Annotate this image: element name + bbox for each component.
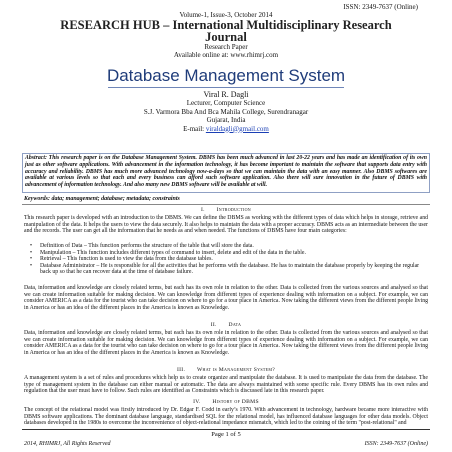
issn-footer: ISSN: 2349-7637 (Online) xyxy=(364,441,428,447)
available-online: Available online at: www.rhimrj.com xyxy=(173,51,279,59)
list-item: • Retrieval – This function is used to view the data from the database tables. xyxy=(28,256,428,263)
list-item: • Manipulation – This function includes different types of command to insert, delete and edit of the data in the table. xyxy=(28,250,428,257)
page-number: Page 1 of 5 xyxy=(211,431,241,438)
author-name: Viral R. Dagli xyxy=(203,90,249,99)
function-list xyxy=(28,243,428,276)
footer-divider xyxy=(22,429,430,430)
journal-title-line1: RESEARCH HUB – International Multidisciplinary Research xyxy=(60,18,392,32)
paper-title: Database Management System xyxy=(106,66,346,85)
author-role: Lecturer, Computer Science xyxy=(186,99,266,108)
title-divider xyxy=(108,87,344,88)
section-heading-introduction: I. Introduction xyxy=(201,207,251,213)
section-heading-data: II. Data xyxy=(210,322,242,328)
management-system-paragraph: A management system is a set of rules and procedures which help us to create organize and manipulate the database. It is used to manipulate the data from the database. The type of management system in the database can either manual or automatic. The data are always maintained with some specific rule. Every DBMS has its own rules and regulation that the user must have to follow. Such rules are identified as Constraints which is discussed late in this research paper. xyxy=(24,375,428,395)
email-label: E-mail: xyxy=(183,124,205,133)
section-heading-management-system: III. What is Management System? xyxy=(176,367,276,373)
keywords: Keywords: data; management; database; metadata; constraints xyxy=(24,196,180,202)
section-heading-history: IV. History of DBMS xyxy=(193,399,259,405)
journal-header xyxy=(0,11,452,59)
author-email-line xyxy=(0,125,452,133)
abstract: Abstract: This research paper is on the Database Management System. DBMS has been much advanced in last 20-22 years and has made an identification of its own just as other software applications. With advancement in the information technology, it has become important to maintain the software that supports data entry with accuracy and reliability. DBMS has much more advanced technology now-a-days so that we can maintain the data with an easy manner. Also DBMS softwares are available at various levels so that each and every business can afford such software application. Also there will sure innovation in the future of DBMS with advancement of information technology. And also many new DBMS software will be available at will. xyxy=(22,153,430,193)
intro-paragraph-2: Data, information and knowledge are closely related terms, but each has its own role in relation to the other. Data is collected from the various sources and analysed so that we can create information suitable for making decision. We can knowledge from different types of experience dealing with information on a subject. For example, we can consider AMERICA as a data for the tourist who can take decision on where to go for a tour place in America. Now taking the different views from the different people living in America or has an idea of the different places in the America is known as Knowledge. xyxy=(24,285,428,311)
list-item: • Definition of Data – This function performs the structure of the table that will store the data. xyxy=(28,243,428,250)
intro-paragraph-1: This research paper is developed with an introduction to the DBMS. We can define the DBMS as working with the different types of data which helps in storage, retrieve and manipulation of the data. It helps the users to view the data securely. It also helps to maintain the data with a proper accuracy. DBMS acts as an intermediate between the user and the records. The user can get all the information that he needs as and when needed. The functions of DBMS have four main categories: xyxy=(24,215,428,235)
author-institute: S.J. Varmora Bba And Bca Mahila College, Surendranagar xyxy=(143,107,309,116)
copyright: 2014, RHIMRJ, All Rights Reserved xyxy=(24,441,111,447)
volume-info: Volume-1, Issue-3, October 2014 xyxy=(179,11,273,19)
journal-title-line2: Journal xyxy=(205,30,247,44)
list-item: • Database Administrator – He is responsible for all the activities that he performs with the database. He has to maintain the database properly by keeping the regular back up so that he can recover data at the time of database failure. xyxy=(28,263,428,276)
author-block xyxy=(0,91,452,133)
keywords-divider xyxy=(22,204,430,205)
author-location: Gujarat, India xyxy=(206,116,246,125)
data-paragraph: Data, information and knowledge are closely related terms, but each has its own role in relation to the other. Data is collected from the various sources and analysed so that we can create information suitable for making decision. We can knowledge from different types of experience dealing with information on a subject. For example, we can consider AMERICA as a data for the tourist who can take decision on where to go for a tour place in America. Now taking the different views from the different people living in America or has an idea of the different places in the America is known as Knowledge. xyxy=(24,330,428,356)
history-paragraph: The concept of the relational model was firstly introduced by Dr. Edgar F. Codd in early’s 1970. With advancement in technology, hardware became more interactive with DBMS software applications. The dominant database language, standardised SQL for the relational model, has influenced database languages for other data models. Object databases developed in the 1980s to overcome the inconvenience of object-relational impedance mismatch, which led to the coining of the term "post-relational" and xyxy=(24,407,428,427)
author-email-link[interactable]: viraldagli@gmail.com xyxy=(205,124,269,133)
issn-header: ISSN: 2349-7637 (Online) xyxy=(343,3,418,11)
paper-type: Research Paper xyxy=(204,43,248,51)
